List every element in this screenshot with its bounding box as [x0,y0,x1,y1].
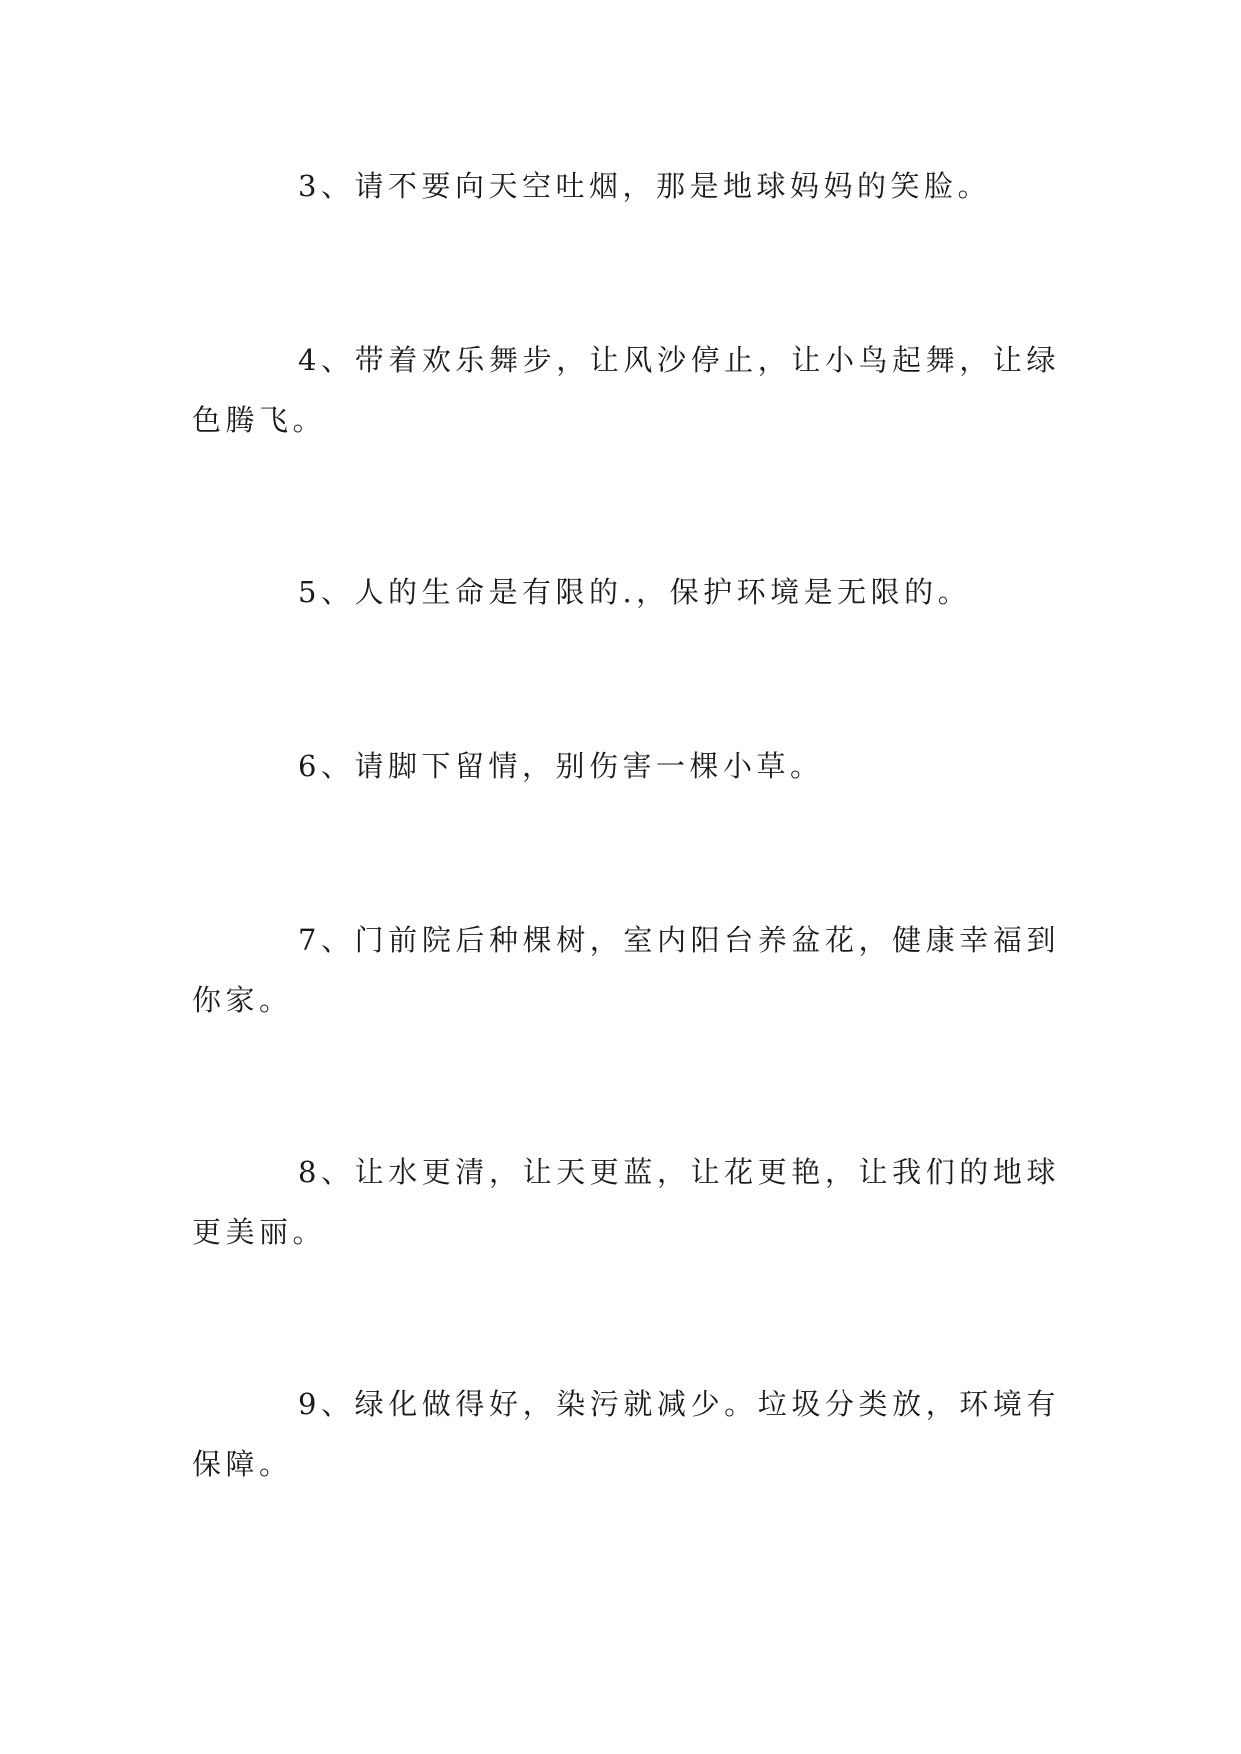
paragraph-6: 6、请脚下留情，别伤害一棵小草。 [298,749,824,783]
paragraph-3: 3、请不要向天空吐烟，那是地球妈妈的笑脸。 [298,169,991,203]
paragraph-8: 8、让水更清，让天更蓝，让花更艳，让我们的地球更美丽。 [192,1155,1060,1249]
paragraph-7: 7、门前院后种棵树，室内阳台养盆花，健康幸福到你家。 [192,923,1060,1017]
paragraph-9: 9、绿化做得好，染污就减少。垃圾分类放，环境有保障。 [192,1387,1060,1481]
paragraph-5: 5、人的生命是有限的.，保护环境是无限的。 [298,575,972,609]
paragraph-4: 4、带着欢乐舞步，让风沙停止，让小鸟起舞，让绿色腾飞。 [192,343,1060,437]
